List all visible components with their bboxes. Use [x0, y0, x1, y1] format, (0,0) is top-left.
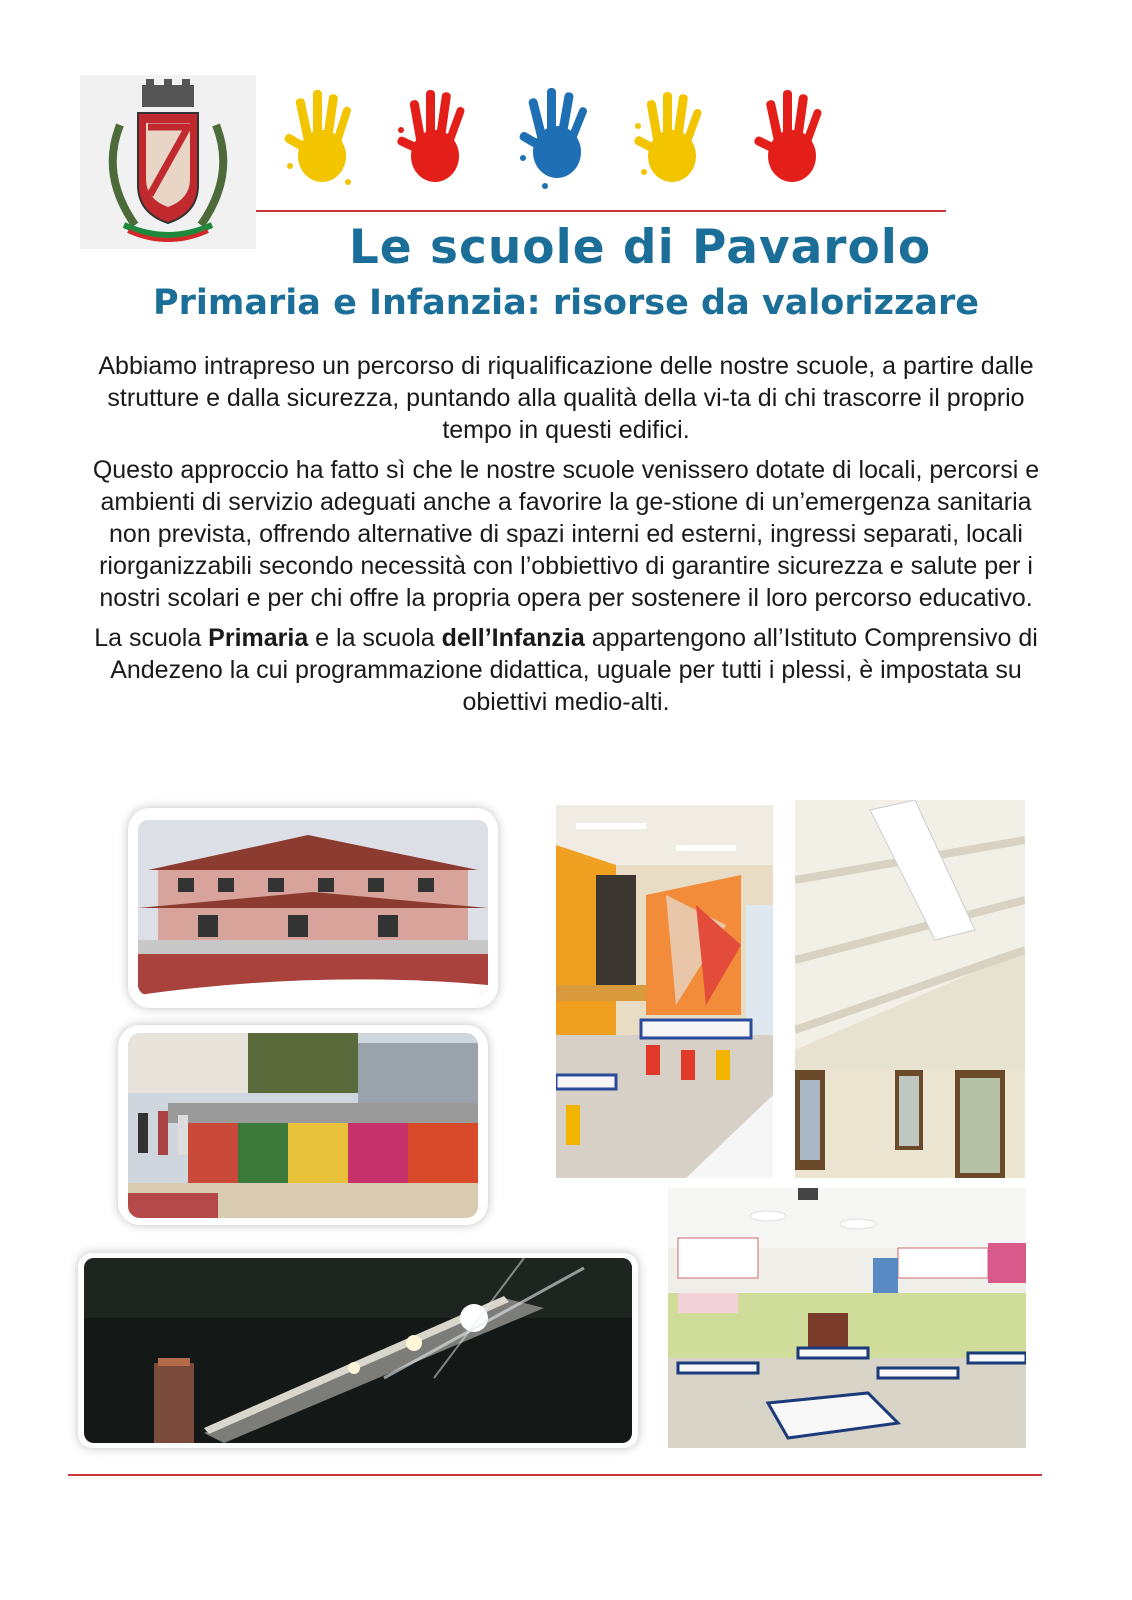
ceiling-room-photo	[795, 800, 1025, 1178]
page-title: Le scuole di Pavarolo	[348, 220, 932, 275]
footer-divider	[68, 1474, 1042, 1476]
infanzia-classroom-photo	[556, 805, 773, 1178]
paragraph-approach: Questo approccio ha fatto sì che le nostre scuole venissero dotate di locali, percorsi e ambienti di servizio adeguati anche a favorire la ge-stione di un’emergenza sanitaria non prevista, offrendo alternative di spazi interni ed esterni, ingressi separati, locali riorganizzabili secondo necessità con l’obbiettivo di garantire sicurezza e salute per i nostri scolari e per chi offre la propria opera per sostenere il loro percorso educativo.	[92, 456, 1040, 612]
red-hand-icon	[750, 86, 830, 191]
primaria-classroom-photo	[668, 1188, 1026, 1448]
header-divider	[256, 210, 946, 212]
school-building-photo	[138, 820, 488, 995]
yellow-hand-icon	[280, 86, 360, 191]
red-hand-icon	[395, 86, 475, 191]
blue-hand-icon	[515, 86, 595, 191]
body-text	[80, 350, 1052, 726]
page-subtitle: Primaria e Infanzia: risorse da valorizzare	[153, 283, 979, 323]
painted-wall-photo	[128, 1033, 478, 1218]
night-walkway-photo	[84, 1258, 632, 1443]
paragraph-schools: La scuola Primaria e la scuola dell’Infanzia appartengono all’Istituto Comprensivo di Andezeno la cui programmazione didattica, uguale per tutti i plessi, è impostata su obiettivi medio-alti.	[94, 624, 1038, 716]
yellow-hand-icon	[630, 86, 710, 191]
primaria-label: Primaria	[208, 624, 309, 652]
paragraph-intro: Abbiamo intrapreso un percorso di riqualificazione delle nostre scuole, a partire dalle strutture e dalla sicurezza, puntando alla qualità della vi-ta di chi trascorre il proprio tempo in questi edifici.	[98, 352, 1034, 444]
infanzia-label: dell’Infanzia	[441, 624, 585, 652]
